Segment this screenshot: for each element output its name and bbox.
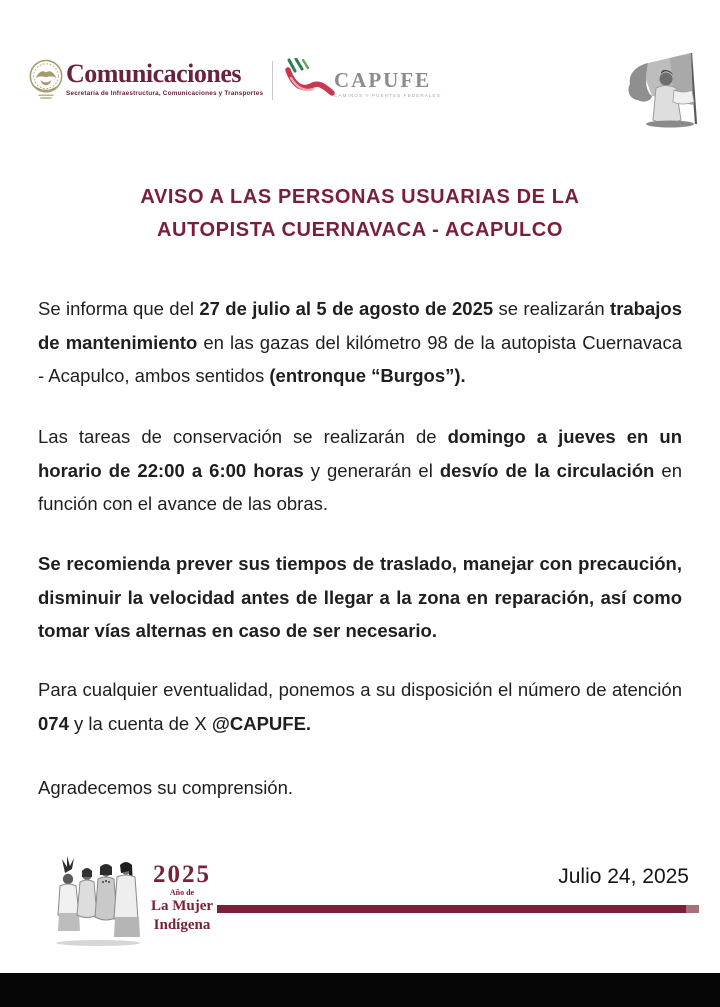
paragraph-thanks (38, 771, 682, 805)
notice-title-line2: AUTOPISTA CUERNAVACA - ACAPULCO (156, 219, 563, 241)
notice-date: Julio 24, 2025 (558, 865, 689, 888)
text-run-bold: @CAPUFE. (211, 712, 312, 734)
mexico-coat-of-arms-seal-icon (27, 56, 65, 102)
text-run-bold: domingo a jueves en un horario de 22:00 a 6:00 horas (38, 426, 682, 481)
text-run-bold: (entronque “Burgos”). (269, 365, 466, 386)
capufe-logo (334, 69, 444, 98)
text-run: y la cuenta de X (68, 712, 212, 734)
campaign-small-text: Año de (169, 888, 195, 897)
text-run: Agradecemos su comprensión. (38, 777, 294, 798)
text-run-bold: 074 (38, 712, 69, 734)
text-run: en las gazas del kilómetro 98 de la autopista Cuernavaca - Acapulco, ambos sentidos (38, 331, 682, 386)
capufe-ribbon-icon (285, 58, 335, 102)
notice-title (0, 181, 720, 247)
header-divider (272, 61, 273, 100)
comunicaciones-logo (66, 60, 276, 97)
flag-bearer-engraving (618, 50, 713, 132)
comunicaciones-subtitle: Secretaría de Infraestructura, Comunicaciones y Transportes (66, 90, 264, 97)
text-run-bold: desvío de la circulación (439, 459, 655, 481)
text-run: Se informa que del (38, 298, 200, 319)
footer-maroon-bar (217, 905, 686, 913)
campaign-line1: La Mujer (150, 898, 214, 914)
paragraph-maintenance-dates (38, 292, 682, 393)
campaign-2025-logo (141, 862, 223, 935)
notice-title-line1: AVISO A LAS PERSONAS USUARIAS DE LA (140, 186, 580, 208)
paragraph-contact (38, 673, 682, 740)
comunicaciones-wordmark: Comunicaciones (66, 59, 241, 88)
paragraph-schedule (38, 420, 682, 521)
text-run: y generarán el (303, 459, 440, 481)
footer-maroon-bar-end (686, 905, 699, 913)
paragraph-recommendations (38, 547, 682, 648)
text-run-bold: Se recomienda prever sus tiempos de traslado, manejar con precaución, disminuir la velocidad antes de llegar a la zona en reparación, así como tomar vías alternas en caso de ser necesario. (38, 553, 682, 641)
campaign-line2: Indígena (153, 917, 211, 933)
bottom-black-bar (0, 973, 720, 1007)
text-run-bold: 27 de julio al 5 de agosto de 2025 (199, 298, 494, 319)
indigenous-women-illustration (53, 853, 141, 948)
text-run: Para cualquier eventualidad, ponemos a su disposición el número de atención (38, 679, 682, 700)
capufe-subtitle: CAMINOS Y PUENTES FEDERALES (334, 93, 441, 98)
campaign-year: 2025 (153, 861, 211, 888)
text-run: Las tareas de conservación se realizarán de (38, 426, 448, 447)
text-run: en función con el avance de las obras. (38, 459, 682, 514)
text-run-bold: trabajos de mantenimiento (38, 298, 682, 353)
text-run: se realizarán (493, 298, 611, 319)
capufe-wordmark: CAPUFE (334, 68, 432, 92)
